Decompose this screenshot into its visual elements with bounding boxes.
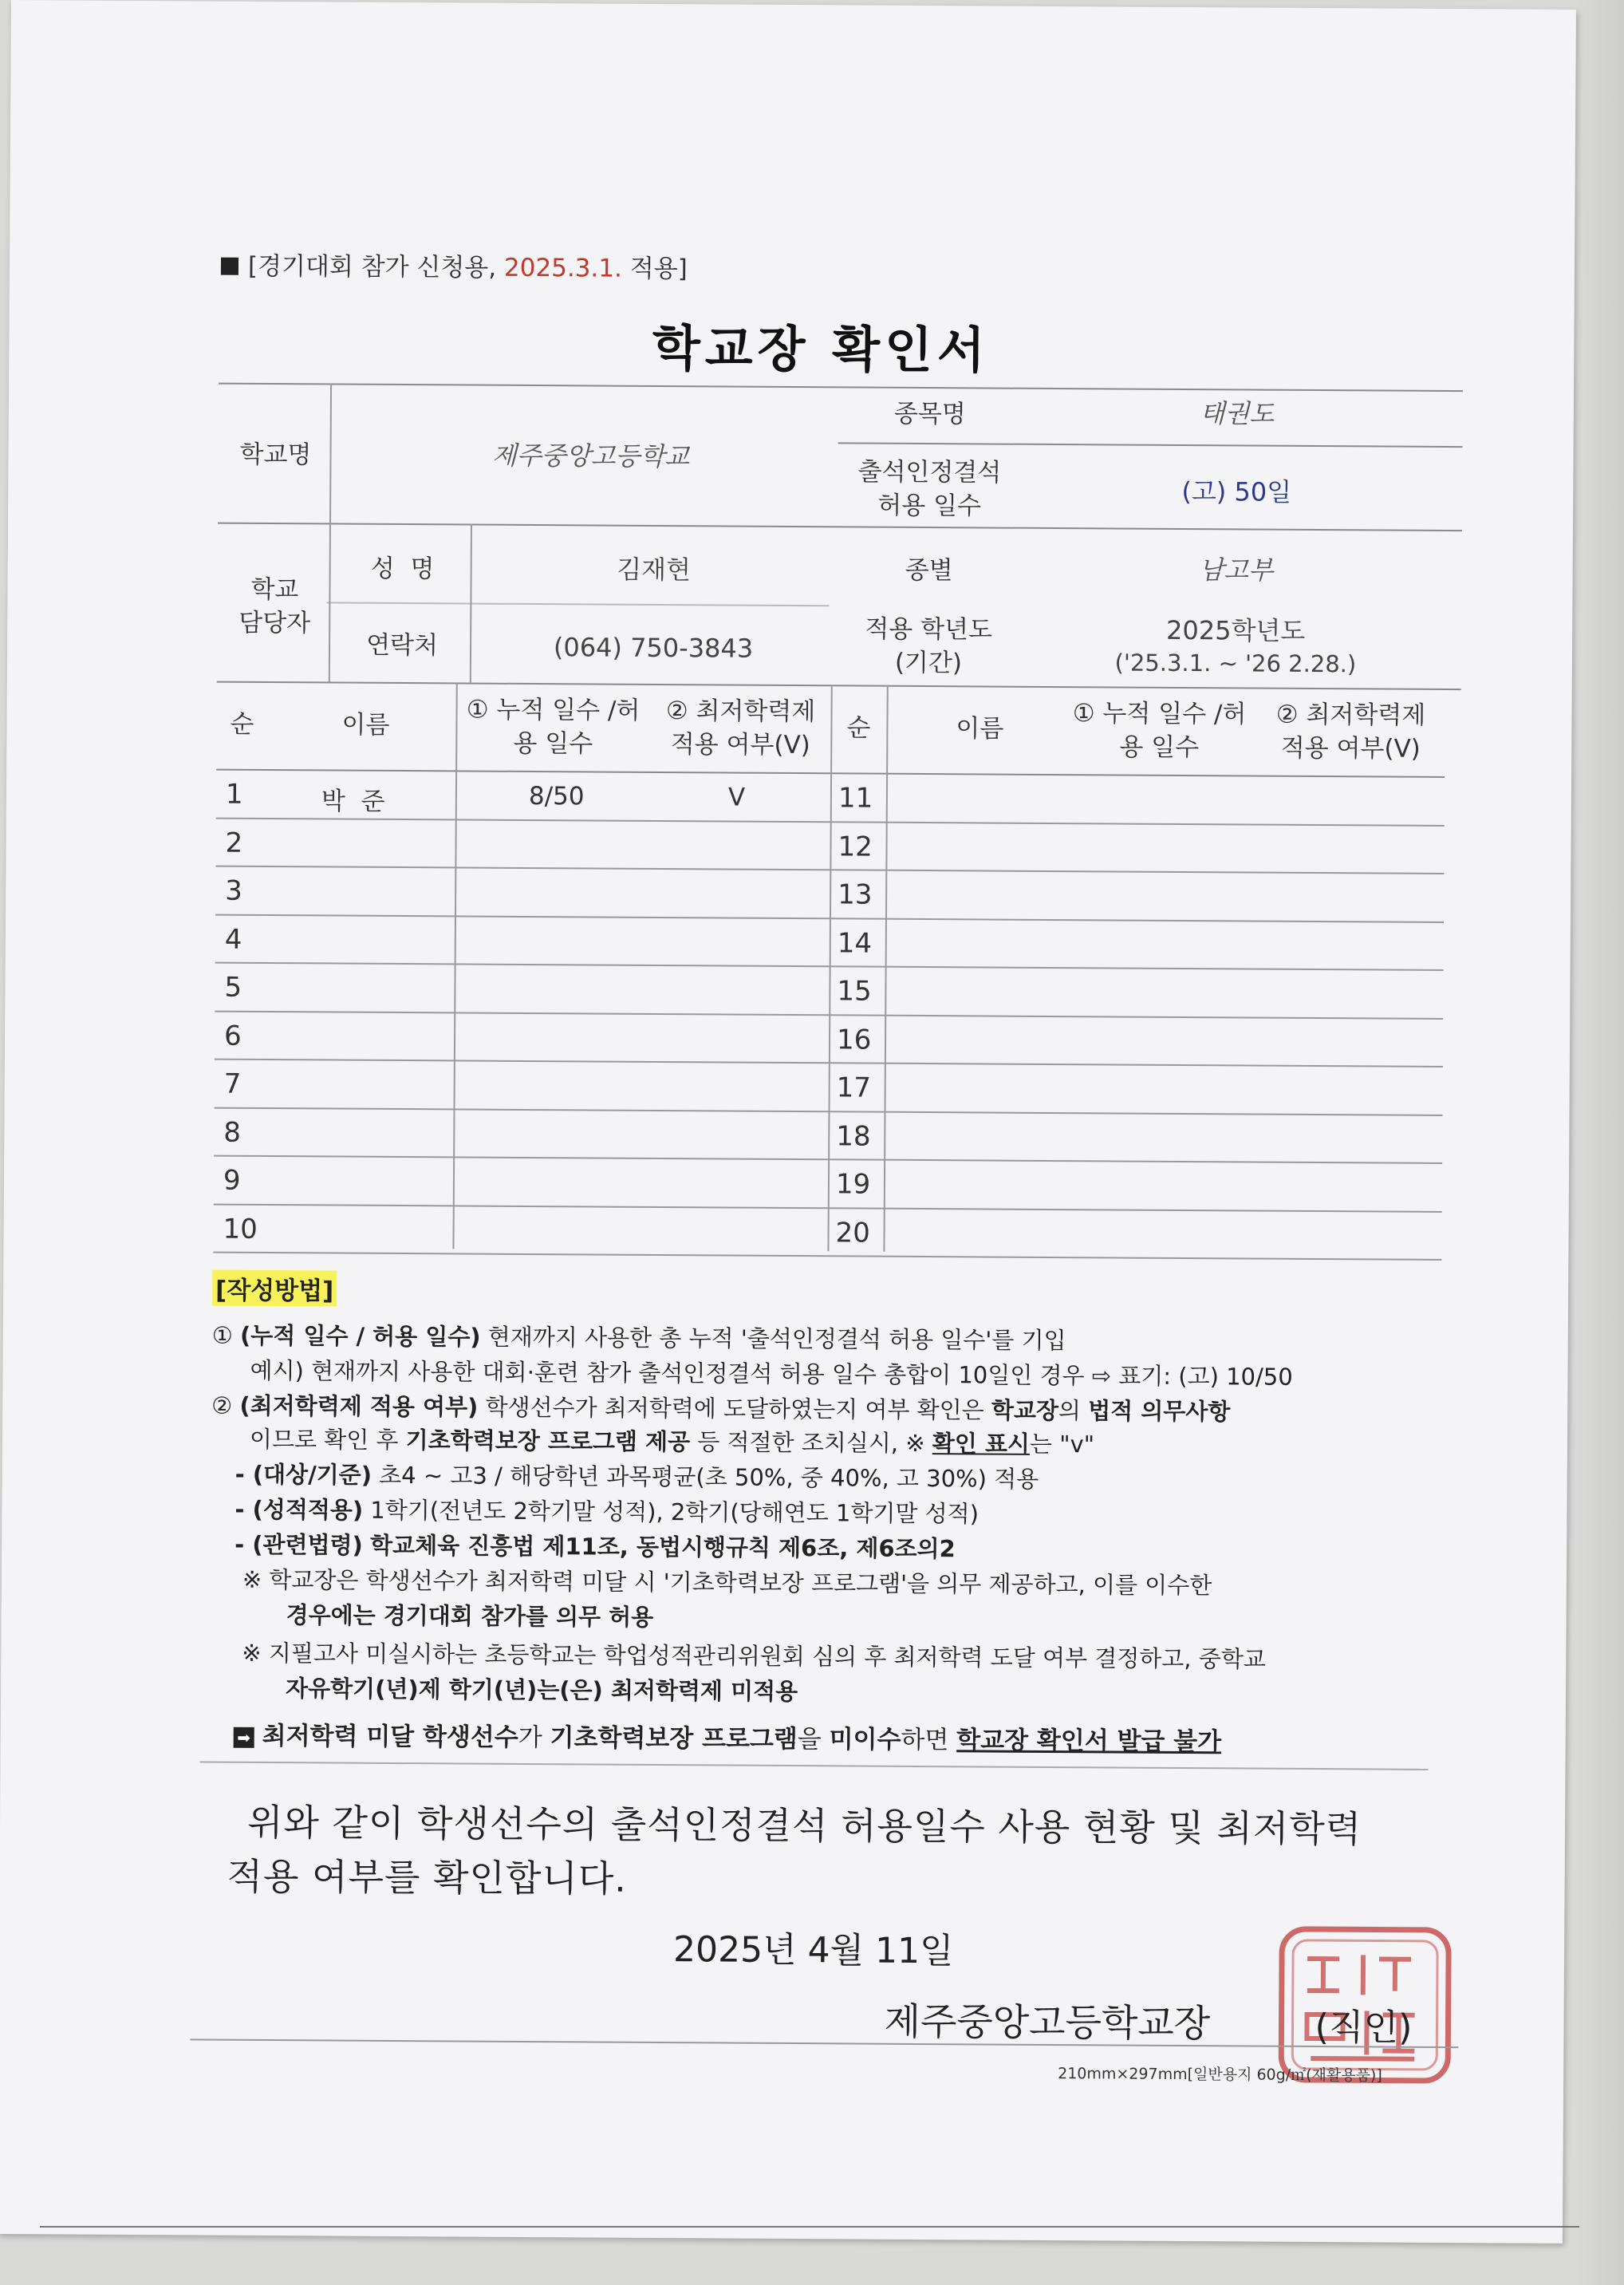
- confirm-line-1: 위와 같이 학생선수의 출석인정결석 허용일수 사용 현황 및 최저학력: [246, 1800, 1362, 1851]
- category-value: 남고부: [1199, 554, 1274, 586]
- rule: [827, 685, 832, 1251]
- col-apply-right-1: ② 최저학력제: [1275, 700, 1426, 730]
- special1-line1: ※ 학교장은 학생선수가 최저학력 미달 시 '기초학력보장 프로그램'을 의무 제공하고, 이를 이수한: [242, 1565, 1212, 1600]
- form-tag-date: 2025.3.1.: [503, 253, 623, 283]
- bullet3-label: - (관련법령): [235, 1530, 363, 1559]
- row1-name: 박 준: [321, 787, 385, 816]
- bullet1-label: - (대상/기준): [235, 1460, 372, 1489]
- note2-line2-b: 등 적절한 조치실시, ※: [697, 1428, 925, 1458]
- row-number-right: 15: [837, 975, 872, 1008]
- note2-line2-c: 는 "v": [1029, 1430, 1095, 1458]
- note2-title: (최저학력제 적용 여부): [239, 1391, 479, 1421]
- row-number-right: 14: [837, 927, 873, 960]
- row-rule: [213, 1252, 1441, 1261]
- event-value: 태권도: [1200, 398, 1275, 429]
- final-f: 하면: [901, 1725, 949, 1755]
- document-title: 학교장 확인서: [652, 318, 991, 380]
- final-a: 최저학력 미달 학생선수: [262, 1721, 518, 1752]
- final-c: 기초학력보장 프로그램: [550, 1723, 798, 1754]
- note1-title: (누적 일수 / 허용 일수): [239, 1321, 481, 1351]
- form-tag-prefix: [경기대회 참가 신청용,: [247, 251, 497, 282]
- table-edge: [40, 2226, 1579, 2228]
- row-number-right: 19: [835, 1168, 871, 1201]
- school-label: 학교명: [239, 440, 312, 470]
- col-days-right-2: 용 일수: [1119, 732, 1200, 762]
- bullet1-text: 초4 ~ 고3 / 해당학년 과목평균(초 50%, 중 40%, 고 30%) 적용: [379, 1461, 1039, 1493]
- bullet2-text: 1학기(전년도 2학기말 성적), 2학기(당해연도 1학기말 성적): [370, 1496, 980, 1528]
- final-g: 학교장 확인서 발급 불가: [956, 1726, 1222, 1757]
- staff-label-line1: 학교: [250, 574, 299, 605]
- category-label: 종별: [905, 555, 953, 586]
- form-tag-suffix: 적용]: [629, 254, 688, 284]
- year-label-line2: (기간): [894, 648, 963, 678]
- row-number-right: 11: [838, 782, 873, 815]
- principal-title: 제주중앙고등학교장: [884, 1999, 1211, 2046]
- final-b: 가: [518, 1723, 542, 1753]
- year-value: [1076, 613, 1395, 681]
- row1-days: 8/50: [528, 781, 585, 811]
- row-number-left: 5: [224, 971, 242, 1004]
- issue-date: 2025년 4월 11일: [672, 1929, 954, 1972]
- year-value-line2: ('25.3.1. ~ '26 2.28.): [1114, 649, 1357, 678]
- col-name-right: 이름: [956, 714, 1004, 744]
- col-no-left: 순: [230, 709, 254, 739]
- note2-line2-a: 이므로 확인 후: [249, 1425, 399, 1454]
- special2-line1: ※ 지필고사 미실시하는 초등학교는 학업성적관리위원회 심의 후 최저학력 도달 여부 결정하고, 중학교: [242, 1639, 1266, 1673]
- square-bullet-icon: [221, 258, 238, 275]
- year-value-line1: 2025학년도: [1165, 614, 1306, 646]
- row-number-right: 18: [836, 1120, 871, 1153]
- name-label: 성 명: [370, 554, 435, 584]
- rule: [219, 383, 1463, 393]
- note2-text-d: 법적 의무사항: [1088, 1397, 1231, 1426]
- row-number-right: 13: [838, 878, 873, 911]
- note2-text-b: 학교장: [991, 1396, 1059, 1425]
- bullet3-text: 학교체육 진흥법 제11조, 동법시행규칙 제6조, 제6조의2: [369, 1531, 956, 1563]
- rule: [329, 383, 332, 681]
- contact-label: 연락처: [366, 630, 439, 661]
- instructions-header: [작성방법]: [212, 1270, 337, 1307]
- contact-value: (064) 750-3843: [553, 632, 754, 664]
- absence-value: (고) 50일: [1181, 476, 1292, 507]
- col-apply-right-2: 적용 여부(V): [1280, 733, 1421, 764]
- rule: [218, 523, 1462, 532]
- row-number-left: 8: [223, 1116, 242, 1149]
- col-days-left-2: 용 일수: [513, 728, 593, 759]
- row-number-right: 17: [836, 1071, 872, 1104]
- row-number-left: 2: [225, 827, 243, 859]
- col-no-right: 순: [846, 713, 871, 743]
- bullet2-label: - (성적적용): [235, 1495, 364, 1524]
- col-apply-right: [1259, 699, 1443, 767]
- note1-text: 현재까지 사용한 총 누적 '출석인정결석 허용 일수'를 기입: [487, 1323, 1066, 1355]
- col-days-left: [461, 693, 645, 761]
- note2-line2-bold: 기초학력보장 프로그램 제공: [405, 1427, 691, 1456]
- absence-label: [830, 456, 1030, 523]
- rule: [217, 681, 1461, 691]
- note2-line2-underline: 확인 표시: [932, 1430, 1031, 1458]
- name-value: 김재현: [617, 554, 692, 586]
- year-label: [829, 613, 1029, 681]
- rule: [883, 685, 888, 1252]
- col-apply-left-1: ② 최저학력제: [665, 697, 816, 727]
- seal-label: (직인): [1315, 2006, 1413, 2049]
- row-number-left: 4: [224, 923, 242, 956]
- col-days-right: [1067, 697, 1252, 765]
- note1-number: ①: [211, 1321, 233, 1349]
- row-number-left: 10: [223, 1213, 258, 1245]
- row-number-left: 7: [223, 1068, 242, 1100]
- row-number-left: 3: [225, 874, 242, 907]
- form-tag: [221, 246, 688, 285]
- col-days-left-1: ① 누적 일수 /허: [466, 695, 641, 725]
- special2-line2: 자유학기(년)제 학기(년)는(은) 최저학력제 미적용: [285, 1675, 798, 1706]
- col-name-left: 이름: [341, 710, 390, 740]
- note2-number: ②: [211, 1391, 233, 1419]
- row-number-left: 6: [223, 1020, 242, 1052]
- row-number-right: 16: [836, 1024, 872, 1056]
- rule: [326, 602, 829, 606]
- event-label: 종목명: [893, 399, 966, 429]
- staff-label-line2: 담당자: [238, 608, 311, 638]
- final-e: 미이수: [829, 1725, 901, 1754]
- row1-apply: V: [727, 783, 746, 812]
- row-number-right: 20: [835, 1217, 870, 1249]
- note2-text-a: 학생선수가 최저학력에 도달하였는지 여부 확인은: [485, 1393, 984, 1424]
- rule: [200, 1761, 1429, 1770]
- instructions: [211, 1270, 1456, 1757]
- row-number-left: 9: [223, 1164, 241, 1197]
- page-shadow: [1576, 0, 1624, 2285]
- col-apply-left: [652, 695, 829, 763]
- confirm-line-2: 적용 여부를 확인합니다.: [227, 1854, 628, 1900]
- rule: [190, 2038, 1458, 2048]
- special1-line2: 경우에는 경기대회 참가를 의무 허용: [286, 1601, 654, 1631]
- note2-text-c: 의: [1058, 1397, 1082, 1425]
- col-days-right-1: ① 누적 일수 /허: [1072, 699, 1247, 729]
- paper-spec: 210mm×297mm[일반용지 60g/㎡(재활용품)]: [1058, 2065, 1382, 2085]
- note1-example: 예시) 현재까지 사용한 대회·훈련 참가 출석인정결석 허용 일수 총합이 10일인 경우 ⇨ 표기: (고) 10/50: [250, 1356, 1293, 1391]
- rule: [838, 442, 1463, 448]
- arrow-box-icon: ➡: [234, 1727, 254, 1748]
- row-number-right: 12: [838, 831, 873, 863]
- absence-label-line2: 허용 일수: [877, 491, 982, 521]
- rule: [452, 682, 457, 1249]
- final-d: 을: [797, 1725, 822, 1754]
- year-label-line1: 적용 학년도: [865, 614, 993, 645]
- col-apply-left-2: 적용 여부(V): [670, 729, 810, 760]
- row-number-left: 1: [225, 778, 243, 811]
- absence-label-line1: 출석인정결석: [857, 457, 1002, 487]
- staff-label: [223, 574, 327, 641]
- school-value: 제주중앙고등학교: [491, 440, 690, 472]
